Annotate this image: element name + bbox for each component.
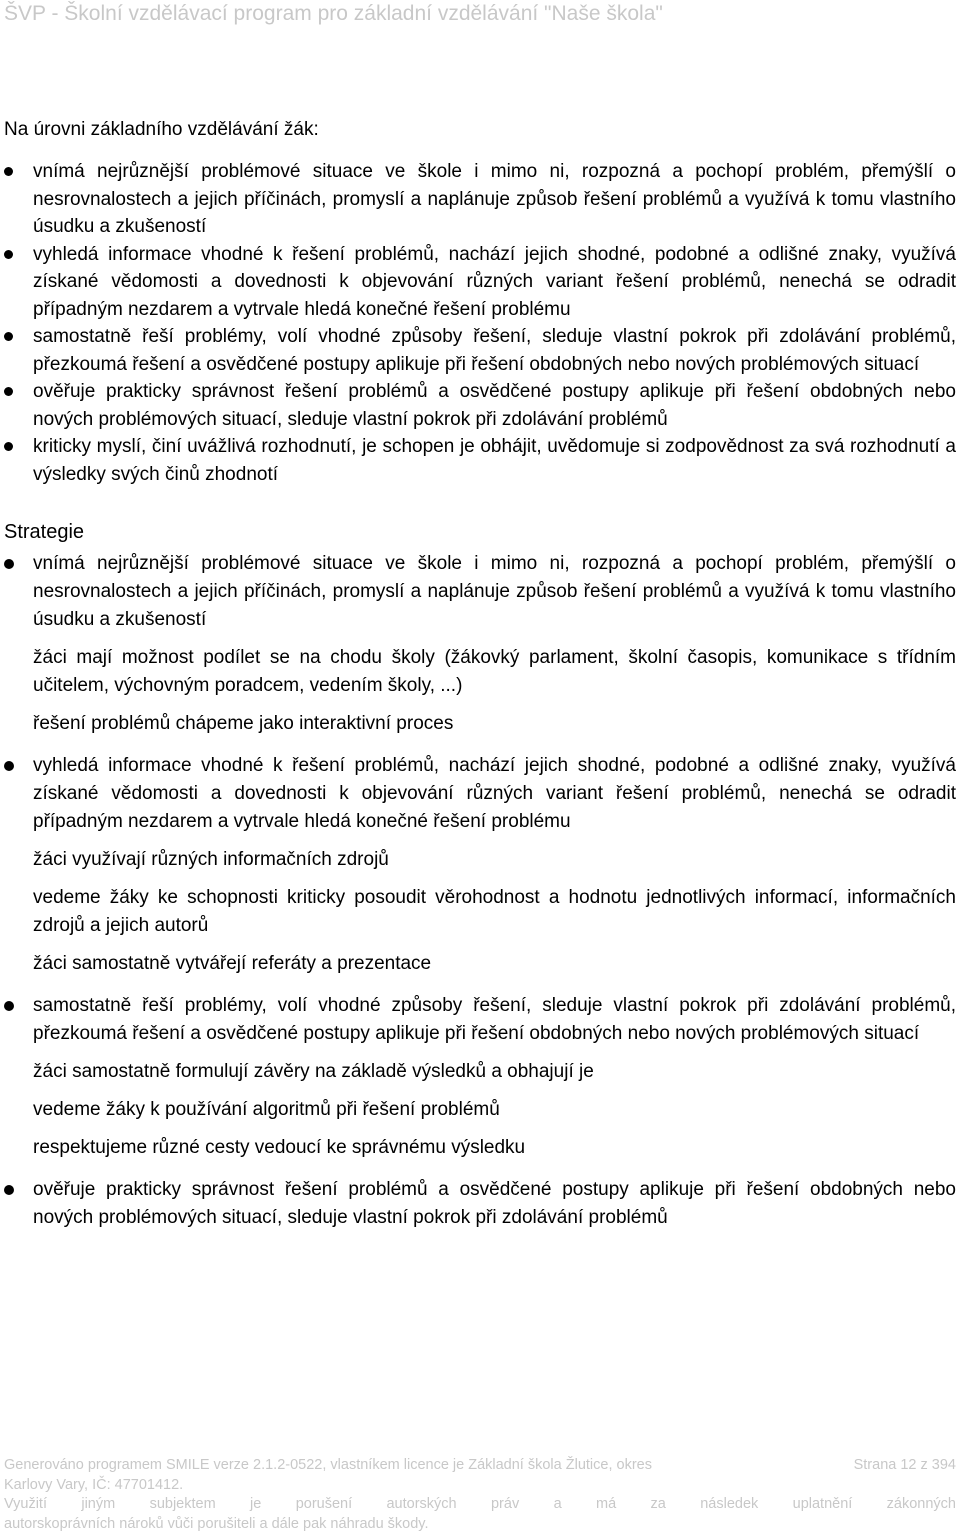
strategy-method-text: respektujeme různé cesty vedoucí ke správnému výsledku <box>33 1137 526 1158</box>
strategy-item <box>4 752 956 978</box>
bullet-icon <box>4 387 13 396</box>
intro-heading: Na úrovni základního vzdělávání žák: <box>4 119 319 140</box>
competency-text: vnímá nejrůznější problémové situace ve škole i mimo ni, rozpozná a pochopí problém, přemýšlí o nesrovnalostech a jejich příčinách, promyslí a naplánuje způsob řešení problémů a využívá k tomu vlastního úsudku a zkušeností <box>33 161 956 237</box>
footer-legal-text-2: autorskoprávních nároků vůči porušiteli a dále pak náhradu škody. <box>4 1515 429 1532</box>
strategy-method-text: vedeme žáky ke schopnosti kriticky posoudit věrohodnost a hodnotu jednotlivých informací, informačních zdrojů a jejich autorů <box>33 887 956 936</box>
competency-list <box>4 158 956 488</box>
strategy-item <box>4 550 956 738</box>
strategy-method-text: žáci samostatně vytvářejí referáty a prezentace <box>33 953 432 974</box>
strategy-method-text: žáci mají možnost podílet se na chodu školy (žákovký parlament, školní časopis, komunikace s třídním učitelem, výchovným poradcem, vedením školy, ...) <box>33 647 956 696</box>
competency-item <box>4 323 956 378</box>
competency-text: vyhledá informace vhodné k řešení problémů, nachází jejich shodné, podobné a odlišné znaky, využívá získané vědomosti a dovednosti k objevování různých variant řešení problémů, nenechá se odradit případným nezdarem a vytrvale hledá konečné řešení problému <box>33 243 956 320</box>
strategy-competency-text: samostatně řeší problémy, volí vhodné způsoby řešení, sleduje vlastní pokrok při zdolávání problémů, přezkoumá řešení a osvědčené postupy aplikuje při řešení obdobných nebo nových problémových situací <box>33 995 956 1044</box>
competency-item <box>4 158 956 241</box>
bullet-icon <box>4 442 13 451</box>
document-body <box>4 116 956 1246</box>
strategy-item <box>4 992 956 1162</box>
strategy-competency-text: ověřuje prakticky správnost řešení problémů a osvědčené postupy aplikuje při řešení obdobných nebo nových problémových situací, sleduje vlastní pokrok při zdolávání problémů <box>33 1179 956 1228</box>
strategy-method-text: vedeme žáky k používání algoritmů při řešení problémů <box>33 1099 500 1120</box>
bullet-icon <box>4 1001 14 1011</box>
document-header: ŠVP - Školní vzdělávací program pro základní vzdělávání "Naše škola" <box>4 2 663 25</box>
bullet-icon <box>4 250 13 259</box>
strategy-competency-text: vnímá nejrůznější problémové situace ve škole i mimo ni, rozpozná a pochopí problém, přemýšlí o nesrovnalostech a jejich příčinách, promyslí a naplánuje způsob řešení problémů a využívá k tomu vlastního úsudku a zkušeností <box>33 553 956 630</box>
page-number: Strana 12 z 394 <box>853 1457 956 1473</box>
strategy-competency-text: vyhledá informace vhodné k řešení problémů, nachází jejich shodné, podobné a odlišné znaky, využívá získané vědomosti a dovednosti k objevování různých variant řešení problémů, nenechá se odradit případným nezdarem a vytrvale hledá konečné řešení problému <box>33 755 956 832</box>
bullet-icon <box>4 761 14 771</box>
bullet-icon <box>4 559 14 569</box>
competency-text: kriticky myslí, činí uvážlivá rozhodnutí, je schopen je obhájit, uvědomuje si zodpovědnost za svá rozhodnutí a výsledky svých činů zhodnotí <box>33 436 956 485</box>
competency-item <box>4 433 956 488</box>
strategy-heading: Strategie <box>4 521 85 543</box>
bullet-icon <box>4 1185 14 1195</box>
competency-item <box>4 241 956 324</box>
footer-generated-text: Generováno programem SMILE verze 2.1.2-0522, vlastníkem licence je Základní škola Žlutice, okres <box>4 1457 652 1473</box>
strategy-item <box>4 1176 956 1232</box>
strategy-method-text: žáci samostatně formulují závěry na základě výsledků a obhajují je <box>33 1061 594 1082</box>
competency-text: ověřuje prakticky správnost řešení problémů a osvědčené postupy aplikuje při řešení obdobných nebo nových problémových situací, sleduje vlastní pokrok při zdolávání problémů <box>33 381 956 430</box>
strategy-method-text: žáci využívají různých informačních zdrojů <box>33 849 389 870</box>
competency-item <box>4 378 956 433</box>
bullet-icon <box>4 167 13 176</box>
strategy-method-text: řešení problémů chápeme jako interaktivní proces <box>33 713 454 734</box>
strategy-list <box>4 550 956 1232</box>
document-footer <box>4 1456 956 1534</box>
footer-legal-text-1: Využití jiným subjektem je porušení autorských práv a má za následek uplatnění zákonných <box>4 1496 956 1512</box>
footer-licensee-text: Karlovy Vary, IČ: 47701412. <box>4 1476 184 1493</box>
competency-text: samostatně řeší problémy, volí vhodné způsoby řešení, sleduje vlastní pokrok při zdolávání problémů, přezkoumá řešení a osvědčené postupy aplikuje při řešení obdobných nebo nových problémových situací <box>33 326 956 375</box>
bullet-icon <box>4 332 13 341</box>
